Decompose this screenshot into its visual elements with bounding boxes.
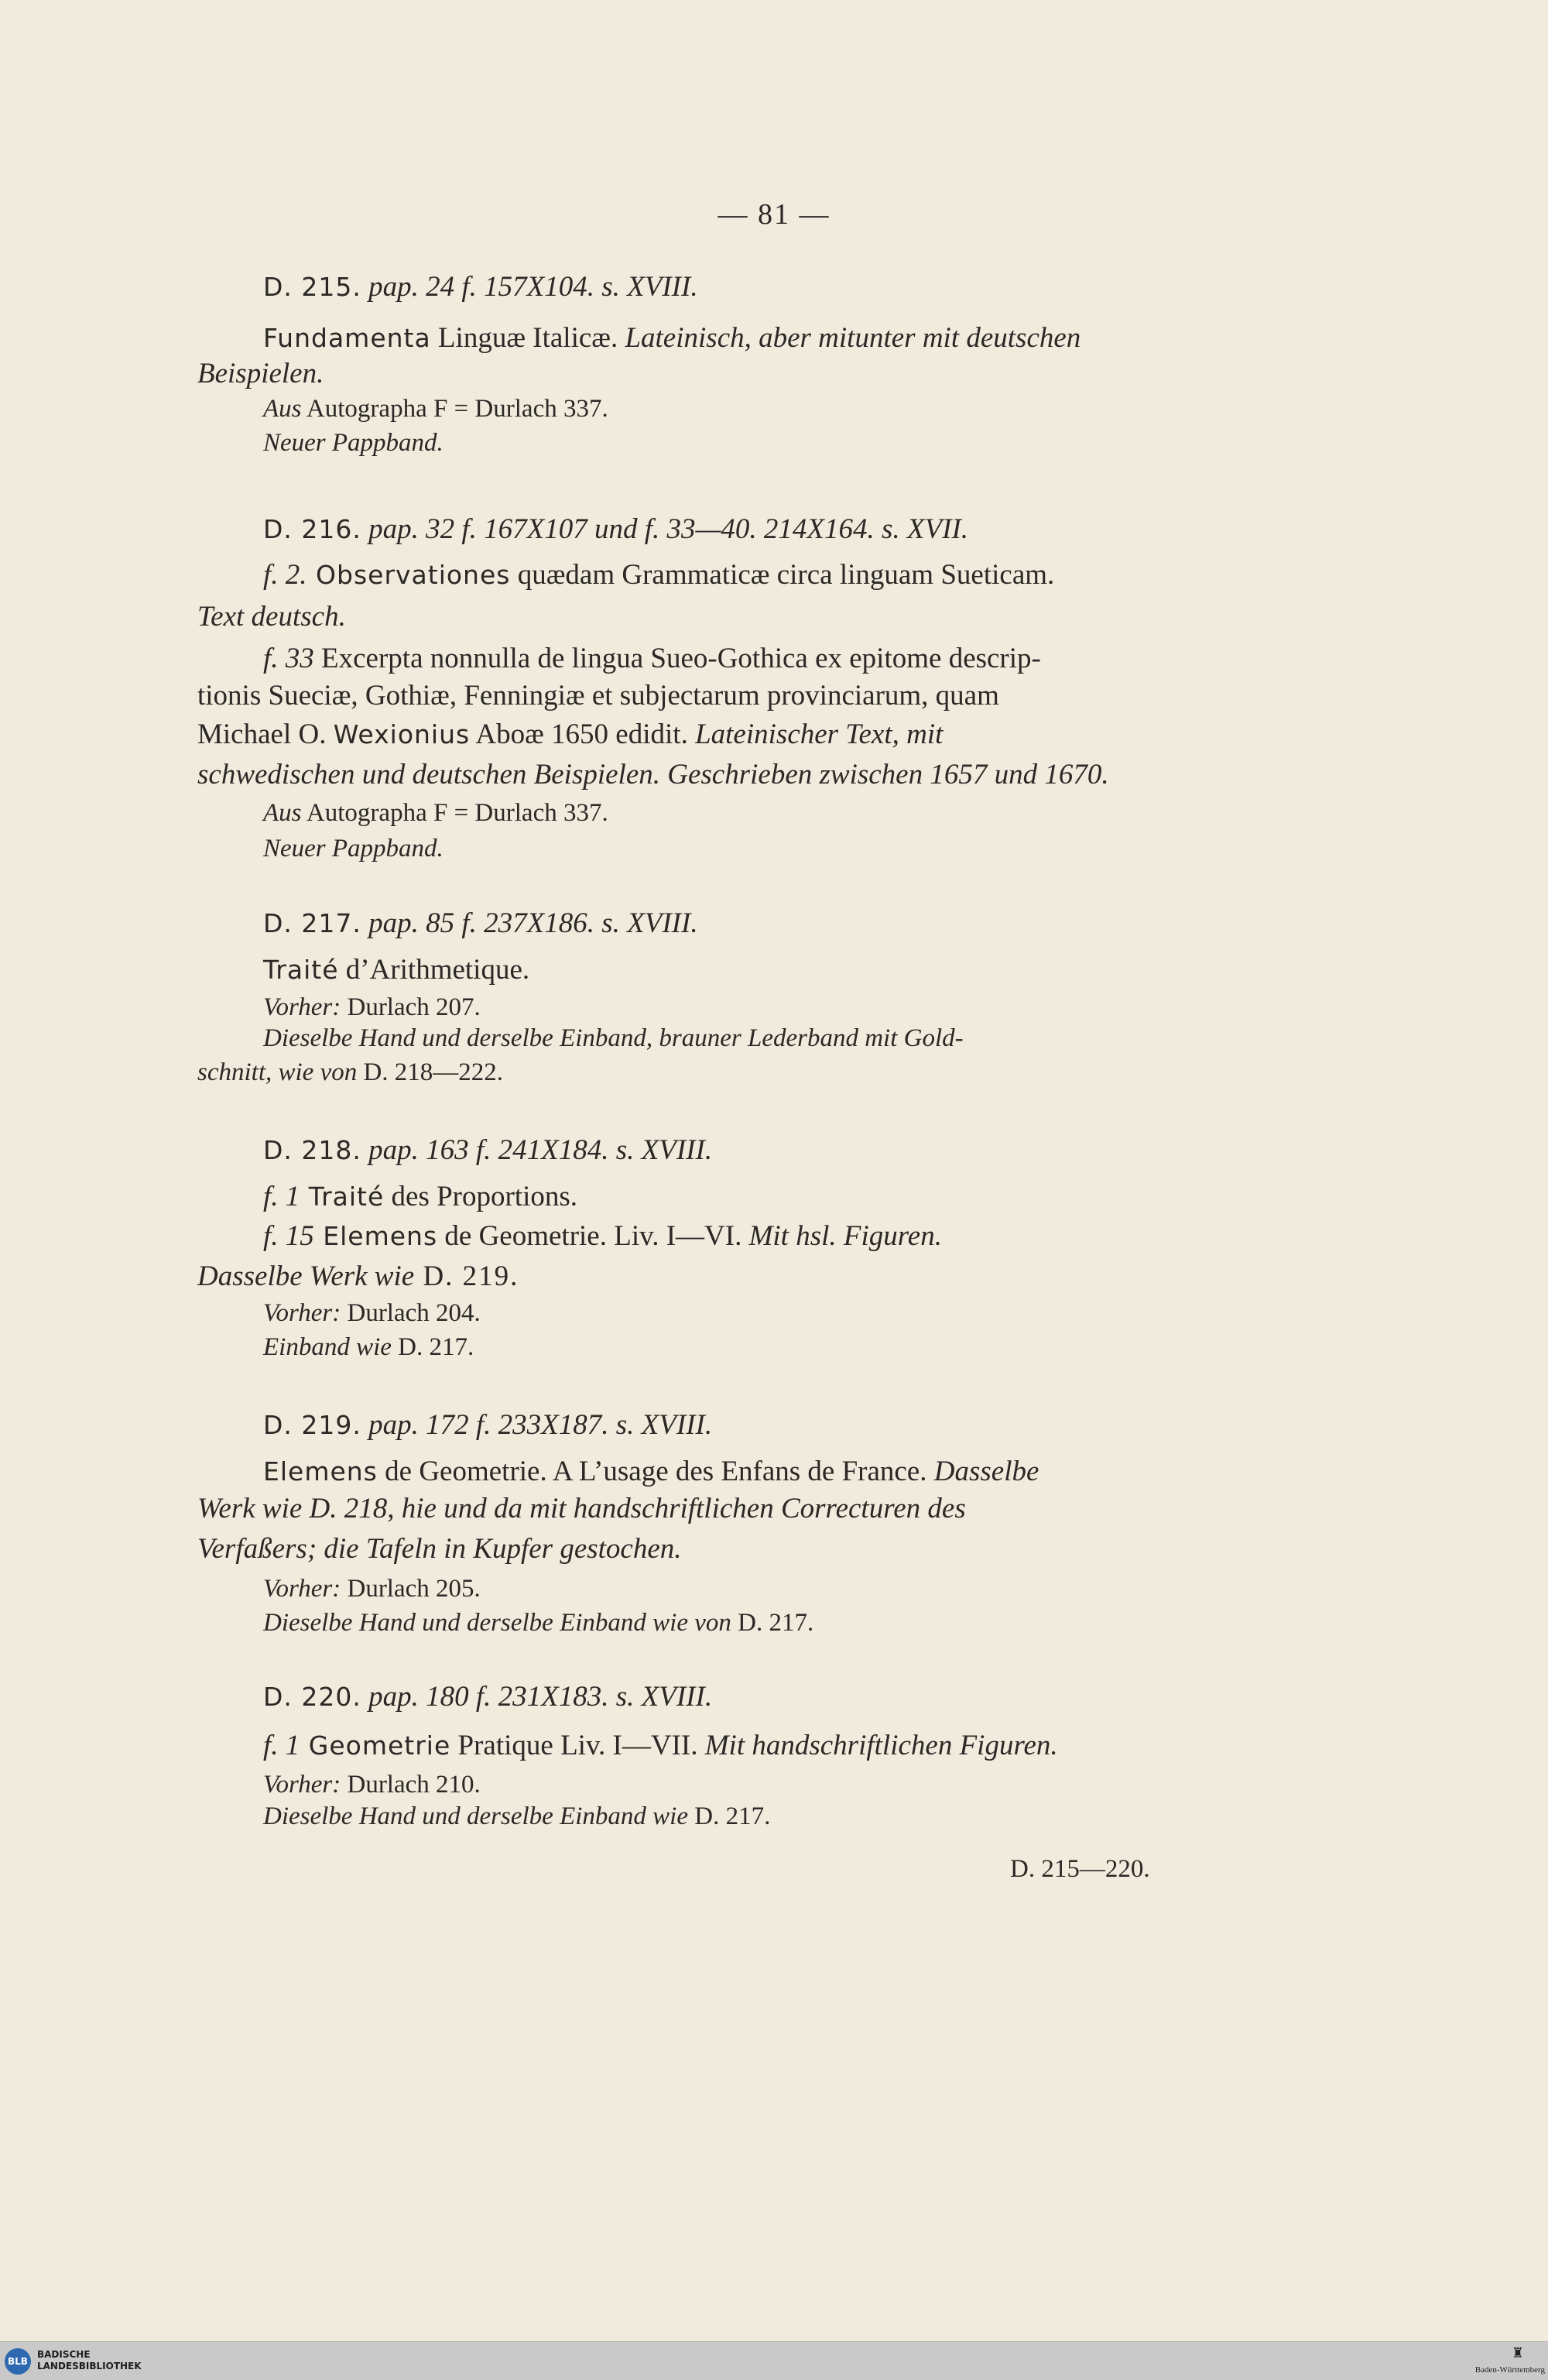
same-work-ref: D. 219. [414,1260,519,1292]
item-lead: Traité [300,1181,385,1212]
entry-216-provenance [263,801,608,826]
entry-219-line2: Werk wie D. 218, hie und da mit handschriftlichen Correcturen des [197,1493,966,1524]
title-lead: Fundamenta [263,323,431,353]
entry-219-line3: Verfaßers; die Tafeln in Kupfer gestochen. [197,1533,682,1565]
shelfmark: D. 215. [263,272,361,302]
folio-ref: f. 33 [263,643,314,674]
entry-220-header [263,1682,712,1711]
entry-219-title [263,1457,1039,1486]
entry-219-header [263,1411,712,1439]
physical-description: pap. 85 f. 237X186. s. XVIII. [368,907,698,939]
entry-215-provenance [263,396,608,422]
entry-218-header [263,1136,712,1164]
entry-217-header [263,909,698,938]
item-text: Excerpta nonnulla de lingua Sueo-Gothica ex epitome descrip- [313,643,1041,674]
physical-description: pap. 180 f. 231X183. s. XVIII. [368,1681,713,1713]
coat-of-arms-icon: ♜ [1511,2345,1525,2361]
title-rest: Linguæ Italicæ. [430,322,618,354]
entry-220-binding [263,1804,770,1830]
binding-ref: D. 218—222. [357,1058,504,1086]
text-part: Aboæ 1650 edidit. [470,718,688,750]
author-name: Wexionius [333,719,471,749]
entry-219-binding [263,1610,813,1636]
entry-215-header [263,273,698,301]
entry-216-item1 [263,561,1054,589]
item-lead: Geometrie [300,1730,451,1761]
entry-217-previous [263,995,481,1020]
provenance-label: Aus [263,799,302,827]
entry-215-binding: Neuer Pappband. [263,429,444,457]
physical-description: pap. 32 f. 167X107 und f. 33—40. 214X164. s. XVII. [368,513,969,545]
item-rest: des Proportions. [384,1181,578,1212]
binding-ref: D. 217. [687,1802,771,1830]
provenance-value: Autographa F = Durlach 337. [301,395,608,423]
provenance-value: Autographa F = Durlach 337. [301,799,608,827]
blb-logo[interactable]: BLB [5,2348,31,2375]
same-work-text: Dasselbe [926,1456,1039,1487]
text-part: Michael O. [197,718,334,750]
physical-description: pap. 24 f. 157X104. s. XVIII. [368,271,698,303]
figures-note: Mit hsl. Figuren. [741,1220,942,1252]
entry-220-item1 [263,1731,1058,1760]
figures-note: Mit handschriftlichen Figuren. [697,1730,1058,1761]
page-range-footer: D. 215—220. [1010,1855,1150,1883]
library-name: BADISCHE LANDESBIBLIOTHEK [37,2349,142,2371]
folio-ref: f. 1 [263,1730,300,1761]
shelfmark: D. 219. [263,1410,361,1440]
physical-description: pap. 172 f. 233X187. s. XVIII. [368,1409,713,1441]
entry-215-title [263,324,1081,352]
provenance-label: Aus [263,395,302,423]
language-note: Lateinischer Text, mit [687,718,944,750]
folio-ref: f. 2. [263,559,307,591]
item-rest: Pratique Liv. I—VII. [450,1730,698,1761]
entry-217-title [263,955,529,984]
entry-216-item1-cont: Text deutsch. [197,601,346,633]
binding-text: schnitt, wie von [197,1058,358,1086]
item-rest: quædam Grammaticæ circa linguam Sueticam. [510,559,1055,591]
title-rest: d’Arithmetique. [338,954,530,986]
binding-ref: D. 217. [731,1609,814,1637]
title-rest: de Geometrie. A L’usage des Enfans de France. [377,1456,927,1487]
item-rest: de Geometrie. Liv. I—VI. [437,1220,742,1252]
entry-218-item1 [263,1182,577,1211]
title-lead: Elemens [263,1456,378,1487]
shelfmark: D. 217. [263,908,361,938]
entry-218-previous [263,1301,481,1326]
entry-218-same-work [197,1262,519,1291]
entry-218-binding [263,1335,474,1360]
previous-value: Durlach 205. [341,1575,481,1603]
entry-216-item2-line4: schwedischen und deutschen Beispielen. Geschrieben zwischen 1657 und 1670. [197,759,1109,790]
same-work-text: Dasselbe Werk wie [197,1260,415,1292]
entry-216-item2 [263,644,1041,673]
previous-label: Vorher: [263,1771,341,1799]
page-number: — 81 — [717,198,831,231]
binding-text: Dieselbe Hand und derselbe Einband wie von [263,1609,731,1637]
shelfmark: D. 220. [263,1682,361,1712]
state-name: Baden-Württemberg [1474,2365,1545,2375]
item-lead: Elemens [313,1221,438,1251]
previous-label: Vorher: [263,1299,341,1327]
language-note: Lateinisch, aber mitunter mit deutschen [618,322,1081,354]
viewer-footer-bar [0,2341,1548,2380]
previous-value: Durlach 210. [341,1771,481,1799]
item-lead: Observationes [307,560,511,590]
binding-ref: D. 217. [391,1333,474,1361]
folio-ref: f. 15 [263,1220,314,1252]
entry-215-title-cont: Beispielen. [197,358,324,389]
title-lead: Traité [263,955,339,985]
entry-216-binding: Neuer Pappband. [263,835,444,862]
entry-218-item2 [263,1222,942,1250]
entry-216-header [263,515,968,544]
previous-label: Vorher: [263,993,341,1021]
shelfmark: D. 216. [263,514,361,544]
shelfmark: D. 218. [263,1135,361,1165]
previous-value: Durlach 204. [341,1299,481,1327]
previous-value: Durlach 207. [341,993,481,1021]
folio-ref: f. 1 [263,1181,300,1212]
entry-217-binding-line1: Dieselbe Hand und derselbe Einband, brauner Lederband mit Gold- [263,1024,964,1052]
entry-217-binding-line2 [197,1060,503,1085]
entry-216-item2-line3 [197,720,943,749]
entry-216-item2-line2: tionis Sueciæ, Gothiæ, Fenningiæ et subjectarum provinciarum, quam [197,680,999,712]
physical-description: pap. 163 f. 241X184. s. XVIII. [368,1134,713,1166]
binding-text: Einband wie [263,1333,392,1361]
entry-220-previous [263,1772,481,1798]
binding-text: Dieselbe Hand und derselbe Einband wie [263,1802,688,1830]
entry-219-previous [263,1576,481,1602]
previous-label: Vorher: [263,1575,341,1603]
